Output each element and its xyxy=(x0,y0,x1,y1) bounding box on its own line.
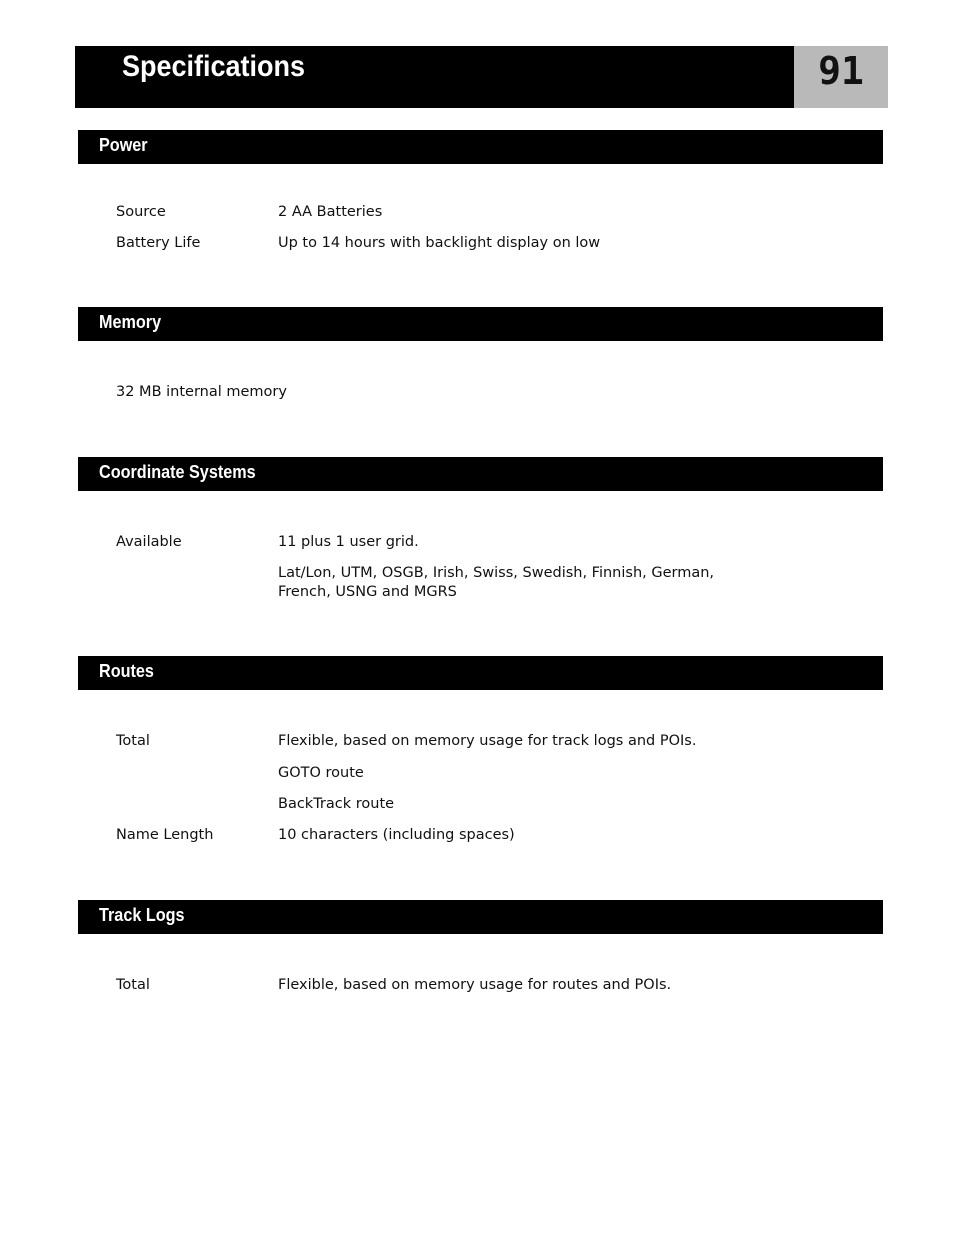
spec-value-coordinate-list: Lat/Lon, UTM, OSGB, Irish, Swiss, Swedish, Finnish, German, xyxy=(278,565,715,581)
page-title: Specifications xyxy=(122,50,306,83)
spec-value-track-logs-total: Flexible, based on memory usage for routes and POIs. xyxy=(278,977,672,993)
spec-value-name-length: 10 characters (including spaces) xyxy=(278,827,515,843)
section-title: Memory xyxy=(99,312,162,332)
spec-value-coordinate-list-cont: French, USNG and MGRS xyxy=(278,584,457,600)
spec-label-battery-life: Battery Life xyxy=(116,235,201,251)
header-bar xyxy=(75,46,794,108)
spec-label-name-length: Name Length xyxy=(116,827,214,843)
section-title: Power xyxy=(99,135,148,155)
spec-label-available: Available xyxy=(116,534,182,550)
section-header-power xyxy=(78,130,883,164)
section-header-memory xyxy=(78,307,883,341)
spec-memory-text: 32 MB internal memory xyxy=(116,384,287,400)
page-number-box xyxy=(794,46,888,108)
spec-value-goto-route: GOTO route xyxy=(278,765,364,781)
section-title: Routes xyxy=(99,661,154,681)
section-header-track-logs xyxy=(78,900,883,934)
spec-label-track-logs-total: Total xyxy=(116,977,150,993)
section-title: Track Logs xyxy=(99,905,185,925)
section-header-coordinate-systems xyxy=(78,457,883,491)
spec-label-source: Source xyxy=(116,204,166,220)
spec-value-routes-total: Flexible, based on memory usage for track logs and POIs. xyxy=(278,733,697,749)
spec-value-available: 11 plus 1 user grid. xyxy=(278,534,419,550)
section-header-routes xyxy=(78,656,883,690)
spec-value-source: 2 AA Batteries xyxy=(278,204,383,220)
spec-value-battery-life: Up to 14 hours with backlight display on low xyxy=(278,235,601,251)
spec-label-routes-total: Total xyxy=(116,733,150,749)
page-number: 91 xyxy=(818,49,864,93)
section-title: Coordinate Systems xyxy=(99,462,256,482)
spec-value-backtrack-route: BackTrack route xyxy=(278,796,395,812)
